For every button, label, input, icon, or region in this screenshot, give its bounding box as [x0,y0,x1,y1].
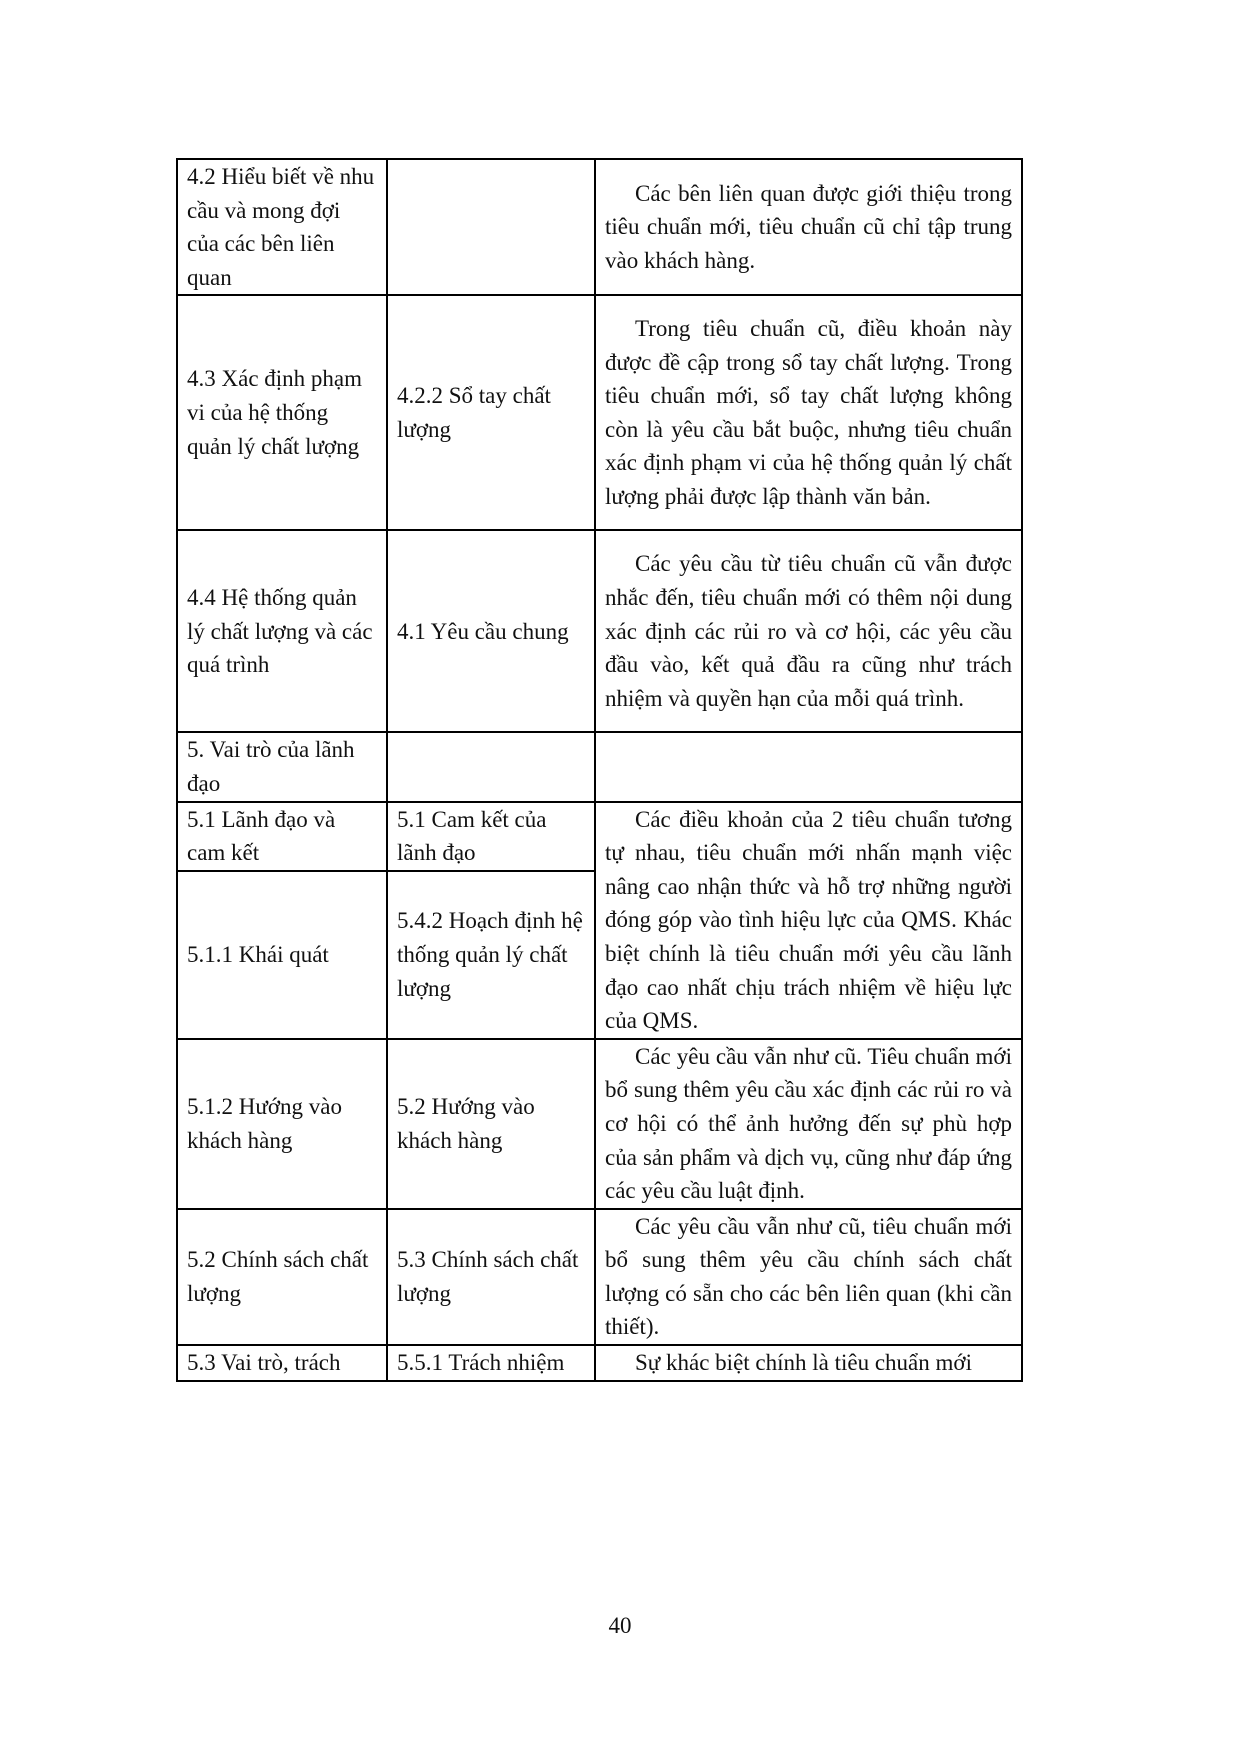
new-clause-cell: 5.1.2 Hướng vào khách hàng [177,1039,387,1209]
old-clause-cell: 5.5.1 Trách nhiệm [387,1345,595,1381]
new-clause-cell: 5.1 Lãnh đạo và cam kết [177,802,387,871]
new-clause-cell: 4.2 Hiểu biết về nhu cầu và mong đợi của các bên liên quan [177,159,387,295]
comment-text: Trong tiêu chuẩn cũ, điều khoản này được đề cập trong sổ tay chất lượng. Trong tiêu chuẩn mới, sổ tay chất lượng không còn là yêu cầu bắt buộc, nhưng tiêu chuẩn xác định phạm vi của hệ thống quản lý chất lượng phải được lập thành văn bản. [605,316,1012,510]
comment-cell [595,732,1022,801]
old-clause-cell [387,159,595,295]
comment-text: Các yêu cầu vẫn như cũ, tiêu chuẩn mới bổ sung thêm yêu cầu chính sách chất lượng có sẵn cho các bên liên quan (khi cần thiết). [605,1213,1012,1340]
new-clause-cell: 4.4 Hệ thống quản lý chất lượng và các quá trình [177,530,387,732]
comment-cell [595,295,1022,530]
comment-cell [595,1209,1022,1345]
old-clause-cell: 5.4.2 Hoạch định hệ thống quản lý chất lượng [387,871,595,1039]
table-row [177,732,1022,801]
comment-text: Sự khác biệt chính là tiêu chuẩn mới [635,1350,972,1376]
table-row [177,1039,1022,1209]
new-clause-cell: 5. Vai trò của lãnh đạo [177,732,387,801]
table-row [177,159,1022,295]
old-clause-cell [387,732,595,801]
old-clause-cell: 5.3 Chính sách chất lượng [387,1209,595,1345]
comment-text: Các điều khoản của 2 tiêu chuẩn tương tự nhau, tiêu chuẩn mới nhấn mạnh việc nâng cao nhận thức và hỗ trợ những người đóng góp vào tình hiệu lực của QMS. Khác biệt chính là tiêu chuẩn mới yêu cầu lãnh đạo cao nhất chịu trách nhiệm về hiệu lực của QMS. [605,806,1012,1034]
old-clause-cell: 5.1 Cam kết của lãnh đạo [387,802,595,871]
old-clause-cell: 4.2.2 Sổ tay chất lượng [387,295,595,530]
old-clause-cell: 4.1 Yêu cầu chung [387,530,595,732]
comment-cell [595,1039,1022,1209]
new-clause-cell: 5.2 Chính sách chất lượng [177,1209,387,1345]
comment-cell [595,1345,1022,1381]
comment-text: Các yêu cầu từ tiêu chuẩn cũ vẫn được nhắc đến, tiêu chuẩn mới có thêm nội dung xác định các rủi ro và cơ hội, các yêu cầu đầu vào, kết quả đầu ra cũng như trách nhiệm và quyền hạn của mỗi quá trình. [605,551,1012,711]
old-clause-cell: 5.2 Hướng vào khách hàng [387,1039,595,1209]
new-clause-cell: 5.3 Vai trò, trách [177,1345,387,1381]
comment-text: Các bên liên quan được giới thiệu trong tiêu chuẩn mới, tiêu chuẩn cũ chỉ tập trung vào khách hàng. [605,180,1012,273]
new-clause-cell: 4.3 Xác định phạm vi của hệ thống quản lý chất lượng [177,295,387,530]
comment-cell [595,802,1022,1039]
table-row [177,530,1022,732]
table-row [177,295,1022,530]
new-clause-cell: 5.1.1 Khái quát [177,871,387,1039]
clause-comparison-table [176,158,1023,1382]
page-number: 40 [608,1613,632,1638]
comment-cell [595,530,1022,732]
comment-cell [595,159,1022,295]
table-row [177,1209,1022,1345]
table-row [177,1345,1022,1381]
table-row [177,802,1022,871]
comment-text: Các yêu cầu vẫn như cũ. Tiêu chuẩn mới bổ sung thêm yêu cầu xác định các rủi ro và cơ hội có thể ảnh hưởng đến sự phù hợp của sản phẩm và dịch vụ, cũng như đáp ứng các yêu cầu luật định. [605,1043,1012,1204]
